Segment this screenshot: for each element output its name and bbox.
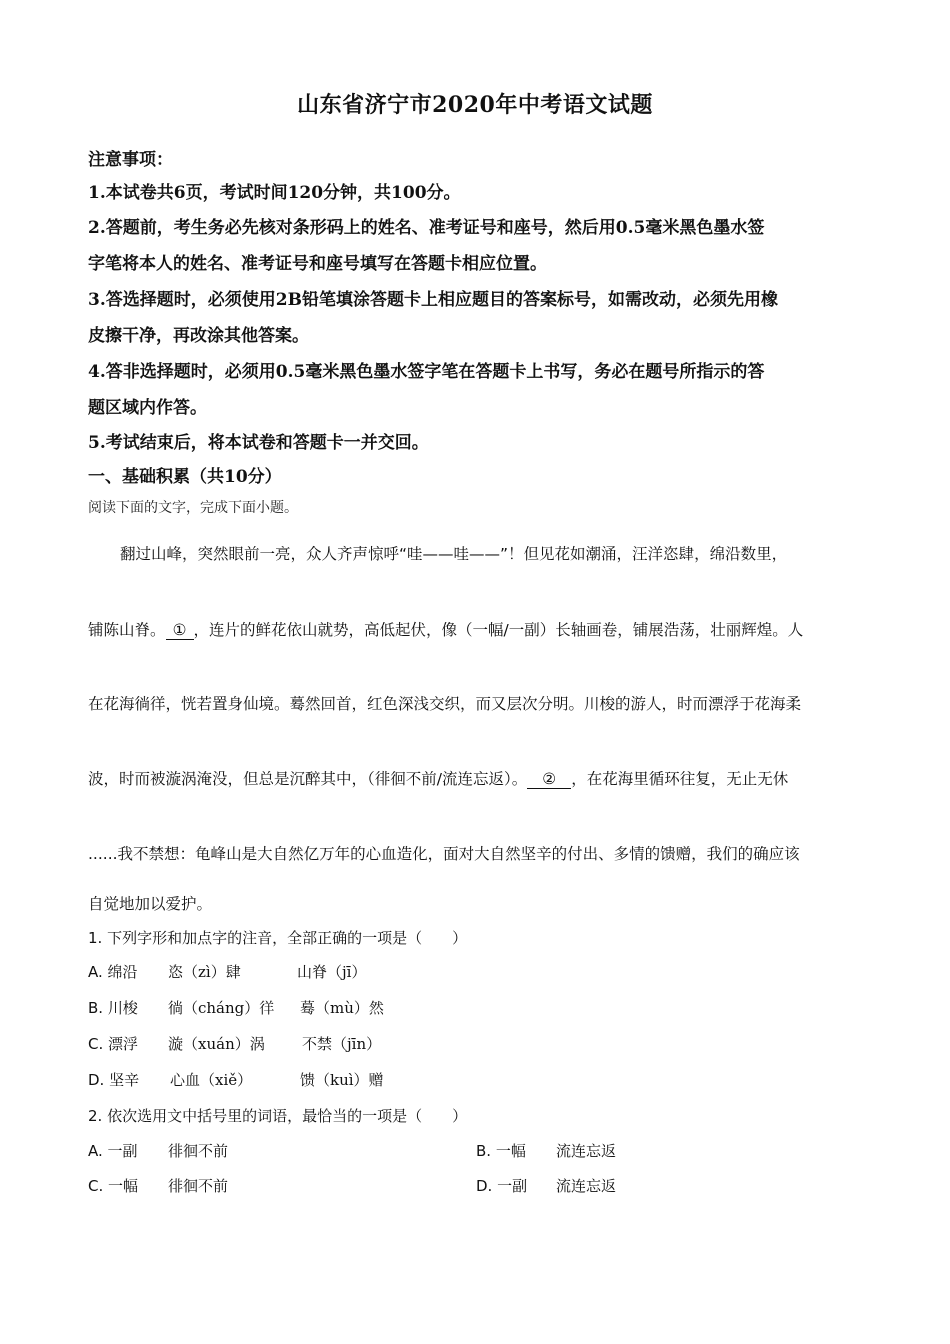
q2-option-c[interactable]	[88, 1175, 138, 1196]
q2-option-d[interactable]	[476, 1175, 527, 1196]
question-text: 下列字形和加点字的注音，全部正确的一项是（ ）	[107, 929, 468, 947]
q2-option-c-col2: 徘徊不前	[168, 1177, 229, 1195]
section-heading: 一、基础积累（共10分）	[88, 467, 282, 487]
q1-option-c[interactable]	[88, 1033, 138, 1054]
q2-option-b-col2: 流连忘返	[556, 1142, 617, 1160]
notice-line: 3.答选择题时，必须使用2B铅笔填涂答题卡上相应题目的答案标号，如需改动，必须先用橡	[88, 290, 778, 310]
question-number: 1.	[88, 929, 103, 947]
q1-option-d[interactable]	[88, 1069, 139, 1090]
q1-option-b-col3: 蓦（mù）然	[300, 999, 384, 1017]
option-word: 一副	[497, 1177, 528, 1195]
question-text: 依次选用文中括号里的词语，最恰当的一项是（ ）	[107, 1107, 468, 1125]
question-number: 2.	[88, 1107, 103, 1125]
passage-line	[88, 618, 803, 640]
passage-line: 在花海徜徉，恍若置身仙境。蓦然回首，红色深浅交织，而又层次分明。川梭的游人，时而漂浮于花海柔	[88, 695, 802, 713]
passage-line: 自觉地加以爱护。	[88, 895, 213, 913]
option-label: A.	[88, 1142, 103, 1160]
q2-option-b[interactable]	[476, 1140, 526, 1161]
blank-1: ①	[166, 621, 194, 640]
option-word: 坚辛	[109, 1071, 140, 1089]
notice-line: 题区域内作答。	[88, 398, 207, 418]
q1-option-c-col3: 不禁（jīn）	[302, 1035, 382, 1053]
passage-line: 翻过山峰，突然眼前一亮，众人齐声惊呼“哇——哇——”！但见花如潮涌，汪洋恣肆，绵沿数里，	[120, 545, 788, 563]
q1-option-c-col2: 漩（xuán）涡	[168, 1035, 265, 1053]
passage-text: 铺陈山脊。	[88, 621, 166, 639]
notice-line: 5.考试结束后，将本试卷和答题卡一并交回。	[88, 433, 429, 453]
passage-text: ，在花海里循环往复，无止无休	[571, 770, 789, 788]
option-label: D.	[88, 1071, 105, 1089]
blank-2: ②	[527, 770, 571, 789]
option-word: 一幅	[108, 1177, 139, 1195]
q2-option-a[interactable]	[88, 1140, 138, 1161]
passage-text: ，连片的鲜花依山就势，高低起伏，像（一幅/一副）长轴画卷，铺展浩荡，壮丽辉煌。人	[193, 621, 804, 639]
option-label: D.	[476, 1177, 493, 1195]
option-label: C.	[88, 1035, 104, 1053]
q2-option-d-col2: 流连忘返	[556, 1177, 617, 1195]
notice-heading: 注意事项：	[88, 150, 173, 170]
option-word: 漂浮	[108, 1035, 139, 1053]
passage-line: ......我不禁想：龟峰山是大自然亿万年的心血造化，面对大自然坚辛的付出、多情的馈赠，我们的确应该	[88, 845, 800, 863]
passage-line	[88, 767, 788, 789]
option-word: 一副	[107, 1142, 138, 1160]
option-label: C.	[88, 1177, 104, 1195]
option-word: 绵沿	[107, 963, 138, 981]
option-label: A.	[88, 963, 103, 981]
option-label: B.	[476, 1142, 492, 1160]
question-2-stem	[88, 1105, 467, 1126]
notice-line: 字笔将本人的姓名、准考证号和座号填写在答题卡相应位置。	[88, 254, 547, 274]
q1-option-a[interactable]	[88, 961, 138, 982]
option-word: 川梭	[107, 999, 138, 1017]
notice-line: 1.本试卷共6页，考试时间120分钟，共100分。	[88, 183, 461, 203]
question-1-stem	[88, 927, 467, 948]
q1-option-b[interactable]	[88, 997, 138, 1018]
section-instruction: 阅读下面的文字，完成下面小题。	[88, 500, 298, 516]
q2-option-a-col2: 徘徊不前	[168, 1142, 229, 1160]
notice-line: 4.答非选择题时，必须用0.5毫米黑色墨水签字笔在答题卡上书写，务必在题号所指示的答	[88, 362, 765, 382]
notice-line: 2.答题前，考生务必先核对条形码上的姓名、准考证号和座号，然后用0.5毫米黑色墨水签	[88, 218, 765, 238]
q1-option-d-col3: 馈（kuì）赠	[300, 1071, 384, 1089]
q1-option-a-col3: 山脊（jī）	[297, 963, 367, 981]
notice-line: 皮擦干净，再改涂其他答案。	[88, 326, 309, 346]
option-word: 一幅	[495, 1142, 526, 1160]
passage-text: 波，时而被漩涡淹没，但总是沉醉其中，（徘徊不前/流连忘返）。	[88, 770, 528, 788]
q1-option-d-col2: 心血（xiě）	[170, 1071, 253, 1089]
option-label: B.	[88, 999, 104, 1017]
q1-option-b-col2: 徜（cháng）徉	[168, 999, 275, 1017]
page-title: 山东省济宁市2020年中考语文试题	[297, 92, 653, 118]
q1-option-a-col2: 恣（zì）肆	[168, 963, 241, 981]
